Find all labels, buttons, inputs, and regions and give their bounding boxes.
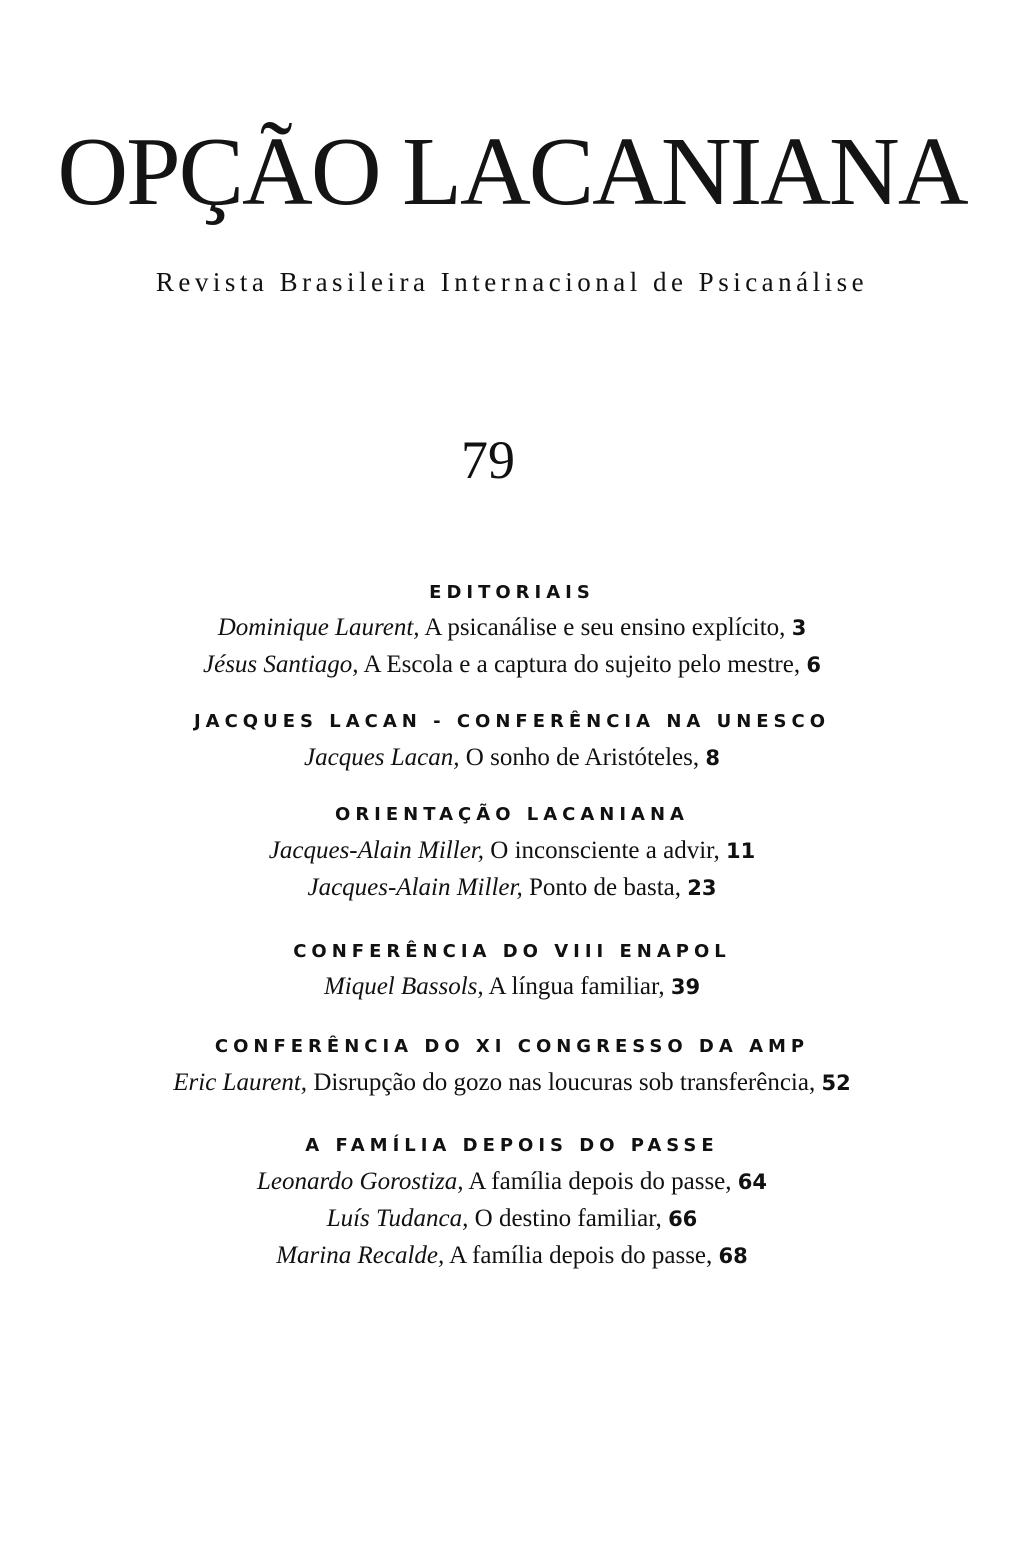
entry-page-number: 11 — [725, 839, 756, 863]
issue-number: 79 — [461, 430, 515, 490]
entry-page-number: 8 — [705, 746, 720, 770]
entry-title: Ponto de basta, — [528, 874, 682, 901]
entry-author: Dominique Laurent, — [217, 614, 420, 641]
entry-title: A família depois do passe, — [468, 1168, 732, 1195]
entry-author: Jacques-Alain Miller, — [268, 837, 485, 864]
journal-subtitle: Revista Brasileira Internacional de Psicanálise — [155, 267, 869, 297]
section-heading: A FAMÍLIA DEPOIS DO PASSE — [305, 1135, 719, 1156]
contents-entry — [0, 741, 1024, 775]
entry-author: Miquel Bassols, — [323, 973, 484, 1000]
entry-author: Jacques Lacan, — [304, 744, 460, 771]
contents-entry — [0, 1202, 1024, 1236]
entry-page-number: 39 — [670, 975, 701, 999]
entry-page-number: 6 — [806, 653, 821, 677]
entry-author: Eric Laurent, — [173, 1069, 308, 1096]
entry-author: Leonardo Gorostiza, — [256, 1168, 464, 1195]
entry-title: O sonho de Aristóteles, — [465, 744, 700, 771]
entry-title: A Escola e a captura do sujeito pelo mestre, — [363, 651, 801, 678]
contents-entry — [0, 1165, 1024, 1199]
entry-author: Jacques-Alain Miller, — [307, 874, 523, 901]
contents-entry — [0, 1066, 1024, 1100]
entry-page-number: 68 — [718, 1244, 748, 1268]
entry-author: Jésus Santiago, — [203, 651, 359, 678]
entry-page-number: 23 — [687, 876, 717, 900]
entry-page-number: 66 — [668, 1207, 698, 1231]
contents-entry — [0, 970, 1024, 1004]
entry-page-number: 3 — [791, 616, 807, 640]
section-heading: CONFERÊNCIA DO VIII ENAPOL — [293, 941, 731, 962]
entry-page-number: 52 — [821, 1071, 851, 1095]
entry-title: Disrupção do gozo nas loucuras sob transferência, — [313, 1069, 816, 1096]
section-heading: EDITORIAIS — [429, 582, 595, 603]
contents-entry — [0, 1239, 1024, 1273]
contents-entry — [0, 834, 1024, 868]
section-heading: ORIENTAÇÃO LACANIANA — [335, 804, 689, 825]
section-heading: JACQUES LACAN - CONFERÊNCIA NA UNESCO — [193, 711, 831, 732]
entry-author: Luís Tudanca, — [326, 1205, 469, 1232]
entry-title: O destino familiar, — [474, 1205, 662, 1232]
contents-entry — [0, 611, 1024, 645]
entry-author: Marina Recalde, — [276, 1242, 445, 1269]
section-heading: CONFERÊNCIA DO XI CONGRESSO DA AMP — [214, 1036, 810, 1057]
contents-entry — [0, 648, 1024, 682]
entry-title: A língua familiar, — [488, 973, 665, 1000]
entry-title: A psicanálise e seu ensino explícito, — [424, 614, 786, 641]
contents-entry — [0, 871, 1024, 905]
entry-page-number: 64 — [737, 1170, 768, 1194]
entry-title: O inconsciente a advir, — [490, 837, 720, 864]
entry-title: A família depois do passe, — [449, 1242, 713, 1269]
journal-title: OPÇÃO LACANIANA — [57, 118, 967, 226]
